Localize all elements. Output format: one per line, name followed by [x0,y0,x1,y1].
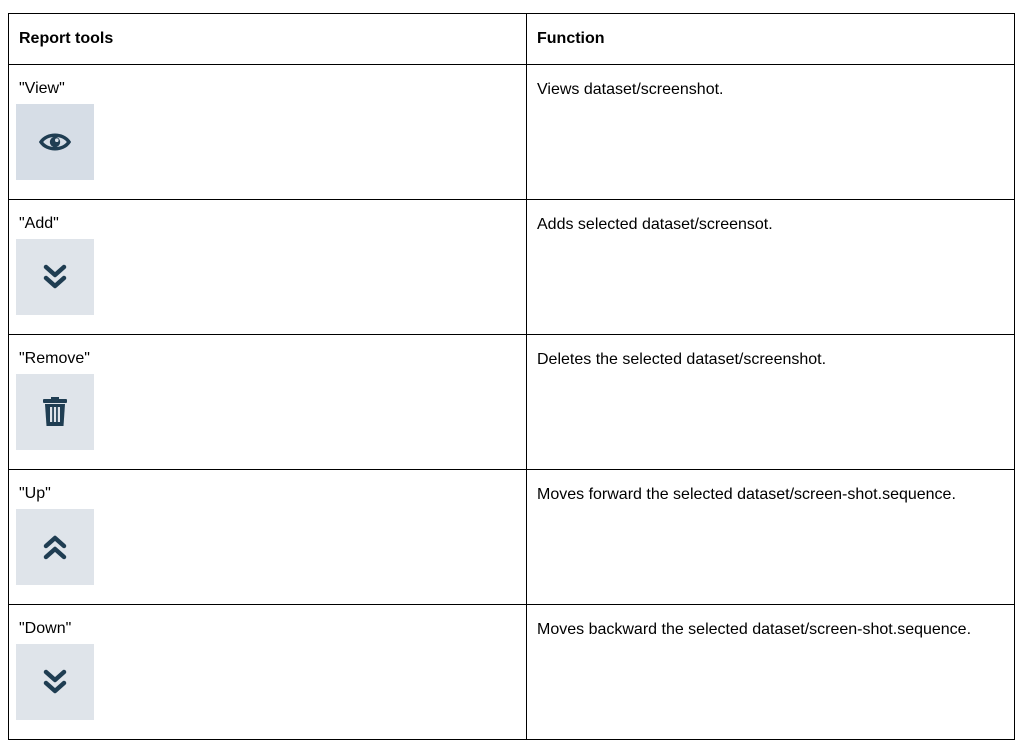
tool-name: "Down" [19,620,72,637]
header-report-tools: Report tools [9,14,527,65]
function-text: Views dataset/screenshot. [537,81,724,98]
eye-icon [39,131,71,153]
function-cell [527,335,1015,470]
tool-cell [9,605,527,740]
double-chevron-down-icon [43,669,67,695]
tool-name: "Add" [19,215,59,232]
tool-name: "Up" [19,485,51,502]
table-row [9,335,1015,470]
function-text: Deletes the selected dataset/screenshot. [537,351,827,368]
table-header-row [9,14,1015,65]
trash-icon [42,397,68,427]
double-chevron-down-icon [43,264,67,290]
function-text: Adds selected dataset/screensot. [537,216,773,233]
table-row [9,200,1015,335]
header-function: Function [527,14,1015,65]
remove-button[interactable] [16,374,94,450]
function-cell [527,65,1015,200]
tool-cell [9,335,527,470]
table-row [9,470,1015,605]
tool-cell [9,470,527,605]
table-row [9,65,1015,200]
view-button[interactable] [16,104,94,180]
tool-name: "Remove" [19,350,90,367]
tool-cell [9,65,527,200]
function-cell [527,605,1015,740]
tool-cell [9,200,527,335]
table-row [9,605,1015,740]
down-button[interactable] [16,644,94,720]
function-cell [527,200,1015,335]
tool-name: "View" [19,80,65,97]
up-button[interactable] [16,509,94,585]
function-text: Moves backward the selected dataset/screen-shot.sequence. [537,621,972,638]
double-chevron-up-icon [43,534,67,560]
function-cell [527,470,1015,605]
report-tools-table [8,13,1015,740]
function-text: Moves forward the selected dataset/screen-shot.sequence. [537,486,956,503]
add-button[interactable] [16,239,94,315]
